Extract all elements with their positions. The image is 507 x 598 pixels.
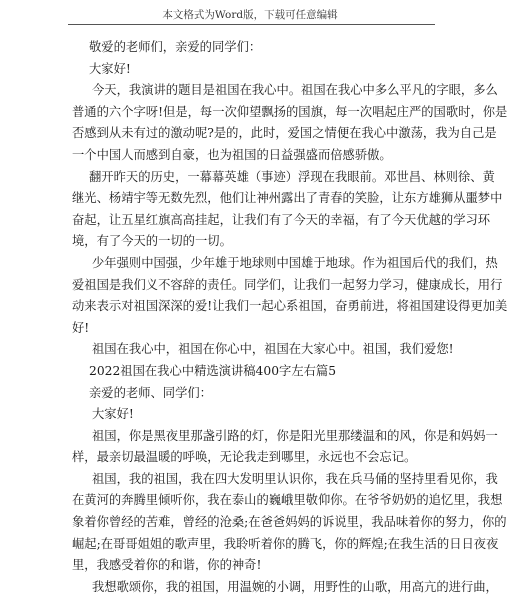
text-line: 大家好! [89, 61, 131, 76]
text-line: 崛起;在哥哥姐姐的歌声里，我聆听着你的腾飞，你的辉煌;在我生活的日日夜夜 [72, 536, 499, 551]
text-line: 我想歌颂你，我的祖国，用温婉的小调，用野性的山歌，用高亢的进行曲， [92, 579, 498, 594]
text-line: 祖国在我心中，祖国在你心中，祖国在大家心中。祖国，我们爱您! [92, 342, 454, 357]
text-line: 动来表示对祖国深深的爱!让我们一起心系祖国，奋勇前进，将祖国建设得更加美 [72, 299, 507, 314]
text-line: 否感到从未有过的激动呢?是的，此时，爱国之情便在我心中激荡，我为自己是 [72, 126, 497, 141]
text-line: 样，最亲切最温暖的呼唤，无论我走到哪里，永远也不会忘记。 [72, 450, 417, 465]
text-line: 祖国，你是黑夜里那盏引路的灯，你是阳光里那缕温和的风，你是和妈妈一 [92, 428, 498, 443]
page-header [0, 0, 500, 31]
text-line: 敬爱的老师们，亲爱的同学们： [89, 40, 262, 54]
text-line: 好! [72, 320, 90, 335]
text-line: 一个中国人而感到自豪，也为祖国的日益强盛而倍感骄傲。 [72, 147, 392, 162]
text-line: 境，有了今天的一切的一切。 [72, 234, 232, 249]
text-line: 亲爱的老师、同学们： [89, 385, 212, 400]
text-line: 普通的六个字呀!但是，每一次仰望飘扬的国旗，每一次唱起庄严的国歌时，你是 [72, 104, 507, 119]
text-line: 爱祖国是我们义不容辞的责任。同学们，让我们一起努力学习，健康成长，用行 [72, 277, 503, 292]
text-line: 祖国，我的祖国，我在四大发明里认识你，我在兵马俑的坚持里看见你，我 [92, 471, 498, 486]
text-line: 里，我感受着你的和谐，你的神奇! [72, 558, 262, 573]
document-body [72, 37, 507, 598]
text-line: 翻开昨天的历史，一幕幕英雄（事迹）浮现在我眼前。邓世昌、林则徐、黄 [89, 169, 495, 184]
text-line: 奋起，让五星红旗高高挂起，让我们有了今天的幸福，有了今天优越的学习环 [72, 212, 491, 227]
text-line: 今天，我演讲的题目是祖国在我心中。祖国在我心中多么平凡的字眼，多么 [92, 83, 498, 98]
header-text: 本文格式为Word版，下载可任意编辑 [162, 9, 338, 21]
text-line: 在黄河的奔腾里倾听你，我在泰山的巍峨里敬仰你。在爷爷奶奶的追忆里，我想 [72, 493, 503, 508]
text-line: 大家好! [92, 407, 134, 422]
header-divider [68, 24, 435, 25]
text-line: 象着你曾经的苦难，曾经的沧桑;在爸爸妈妈的诉说里，我品味着你的努力，你的 [72, 515, 507, 530]
text-line: 少年强则中国强，少年雄于地球则中国雄于地球。作为祖国后代的我们，热 [92, 255, 498, 270]
text-line: 继光、杨靖宇等无数先烈，他们让神州露出了青春的笑脸，让东方雄狮从噩梦中 [72, 191, 503, 206]
text-line: 2022祖国在我心中精选演讲稿400字左右篇5 [89, 363, 337, 378]
